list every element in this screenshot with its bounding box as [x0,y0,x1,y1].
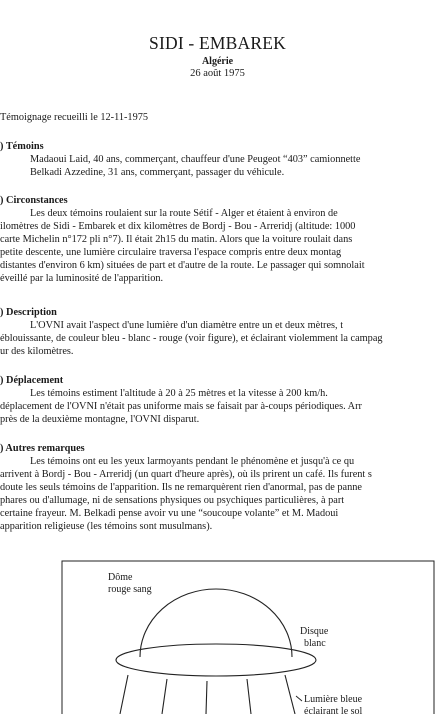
light-label-line: Lumière bleue [304,694,363,705]
section-heading-deplacement: ) Déplacement [0,375,64,386]
section-line: éblouissante, de couleur bleu - blanc - rouge (voir figure), et éclairant violemment la campag [0,333,383,344]
disk-label-line: Disque [300,626,329,637]
section-line: Belkadi Azzedine, 31 ans, commerçant, passager du véhicule. [30,167,285,178]
section-line: apparition religieuse (les témoins sont musulmans). [0,521,213,532]
section-line: petite descente, une lumière circulaire traversa l'espace compris entre deux montag [0,247,342,258]
section-line: distantes d'environ 6 km) situées de part et d'autre de la route. Le passager qui somnolait [0,260,365,271]
disk-outline [116,644,316,676]
ufo-figure [0,555,435,714]
section-line: ur des kilomètres. [0,346,74,357]
light-label-line: éclairant le sol [304,706,363,714]
event-date: 26 août 1975 [190,68,245,79]
section-line: déplacement de l'OVNI n'était pas uniforme mais se faisait par à-coups périodiques. Arr [0,401,362,412]
section-line: ilomètres de Sidi - Embarek et dix kilomètres de Bordj - Bou - Arreridj (altitude: 1000 [0,221,356,232]
section-line: près de la deuxième montagne, l'OVNI disparut. [0,414,200,425]
section-line: certaine frayeur. M. Belkadi pense avoir vu une “soucoupe volante” et M. Madoui [0,508,339,519]
country-subtitle: Algérie [201,56,234,67]
section-line: Les deux témoins roulaient sur la route Sétif - Alger et étaient à environ de [30,208,338,219]
dome-label [108,572,152,596]
dome-label-line: Dôme [108,572,133,583]
dome-label-line: rouge sang [108,584,152,595]
section-line: doute les seuls témoins de l'apparition. Ils ne remarquèrent rien d'anormal, pas de panne [0,482,362,493]
testimony-date-line: Témoignage recueilli le 12-11-1975 [0,112,149,123]
page-title: SIDI - EMBAREK [149,33,286,53]
section-line: L'OVNI avait l'aspect d'une lumière d'un diamètre entre un et deux mètres, t [30,320,344,331]
light-ray [285,675,295,714]
section-line: carte Michelin n°172 pli n°7). Il était 2h15 du matin. Alors que la voiture roulait dans [0,234,353,245]
section-heading-circonstances: ) Circonstances [0,195,68,206]
section-line: Les témoins ont eu les yeux larmoyants pendant le phénomène et jusqu'à ce qu [30,456,355,467]
section-heading-temoins: ) Témoins [0,141,44,152]
light-label-pointer [296,696,302,701]
section-line: phares ou d'allumage, ni de sensations physiques ou psychiques particulières, à part [0,495,345,506]
light-ray [162,679,167,714]
section-heading-remarques: ) Autres remarques [0,443,85,454]
section-line: éveillé par la luminosité de l'apparition. [0,273,164,284]
ufo-drawing [0,555,435,714]
disk-label-line: blanc [304,638,326,649]
section-line: arrivent à Bordj - Bou - Arreridj (un quart d'heure après), où ils prirent un café. Ils furent s [0,469,372,480]
light-ray [206,681,207,714]
section-line: Les témoins estiment l'altitude à 20 à 25 mètres et la vitesse à 200 km/h. [30,388,328,399]
light-ray [120,675,128,714]
section-heading-description: ) Description [0,307,57,318]
light-ray [247,679,251,714]
section-line: Madaoui Laid, 40 ans, commerçant, chauffeur d'une Peugeot “403” camionnette [30,154,361,165]
light-label [304,694,362,714]
disk-label [300,626,328,650]
